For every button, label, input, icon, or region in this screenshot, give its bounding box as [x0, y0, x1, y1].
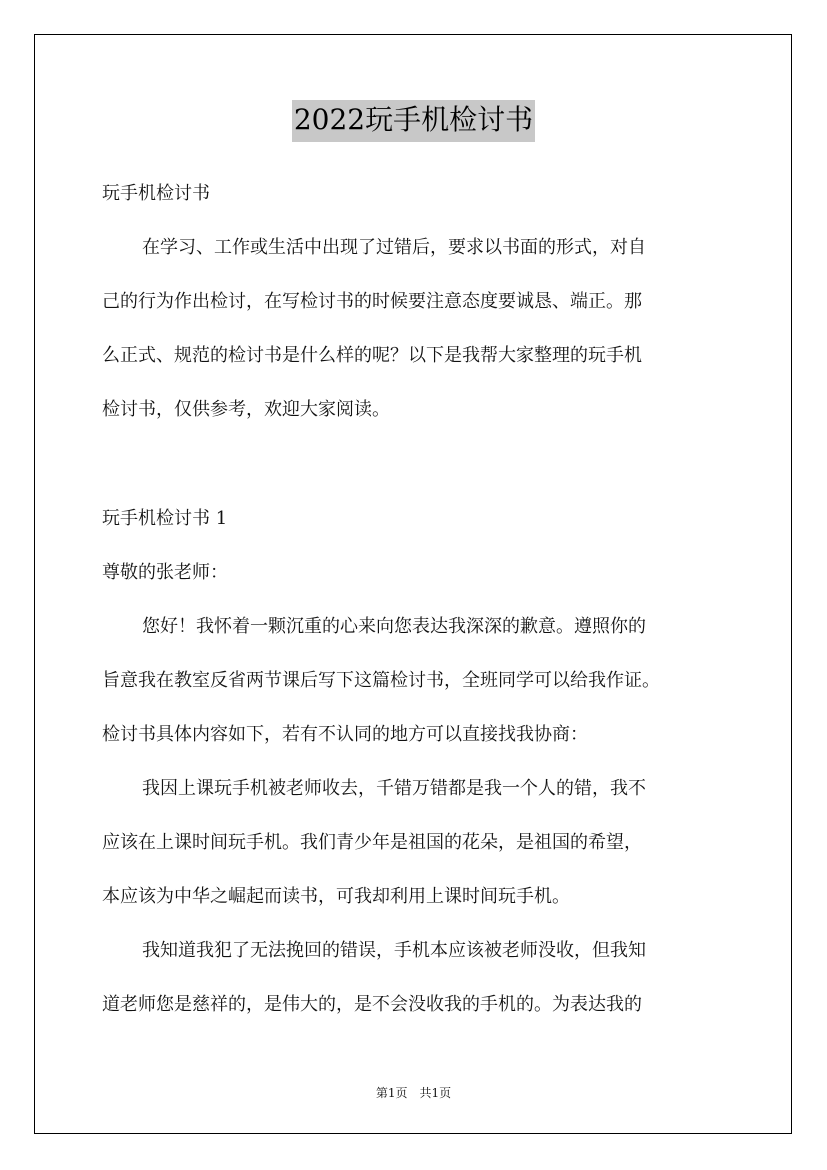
para2-line-2: 应该在上课时间玩手机。我们青少年是祖国的花朵，是祖国的希望， — [102, 832, 642, 853]
title-container — [0, 100, 827, 142]
para3-line-1: 我知道我犯了无法挽回的错误，手机本应该被老师没收，但我知 — [142, 940, 646, 961]
para3-line-2: 道老师您是慈祥的，是伟大的，是不会没收我的手机的。为表达我的 — [102, 994, 642, 1015]
para1-line-2: 旨意我在教室反省两节课后写下这篇检讨书，全班同学可以给我作证。 — [102, 670, 660, 691]
intro-line-2: 己的行为作出检讨，在写检讨书的时候要注意态度要诚恳、端正。那 — [102, 291, 642, 312]
heading-2: 玩手机检讨书 1 — [102, 508, 228, 529]
para2-line-3: 本应该为中华之崛起而读书，可我却利用上课时间玩手机。 — [102, 886, 570, 907]
heading-1: 玩手机检讨书 — [102, 183, 210, 204]
para2-line-1: 我因上课玩手机被老师收去，千错万错都是我一个人的错，我不 — [142, 778, 646, 799]
salutation: 尊敬的张老师： — [102, 562, 228, 583]
intro-line-3: 么正式、规范的检讨书是什么样的呢？以下是我帮大家整理的玩手机 — [102, 345, 642, 366]
intro-line-4: 检讨书，仅供参考，欢迎大家阅读。 — [102, 399, 390, 420]
intro-line-1: 在学习、工作或生活中出现了过错后，要求以书面的形式，对自 — [142, 237, 646, 258]
document-title: 2022玩手机检讨书 — [292, 100, 535, 142]
para1-line-3: 检讨书具体内容如下，若有不认同的地方可以直接找我协商： — [102, 724, 588, 745]
para1-line-1: 您好！我怀着一颗沉重的心来向您表达我深深的歉意。遵照你的 — [142, 616, 646, 637]
page-footer: 第1页 共1页 — [375, 1086, 452, 1100]
